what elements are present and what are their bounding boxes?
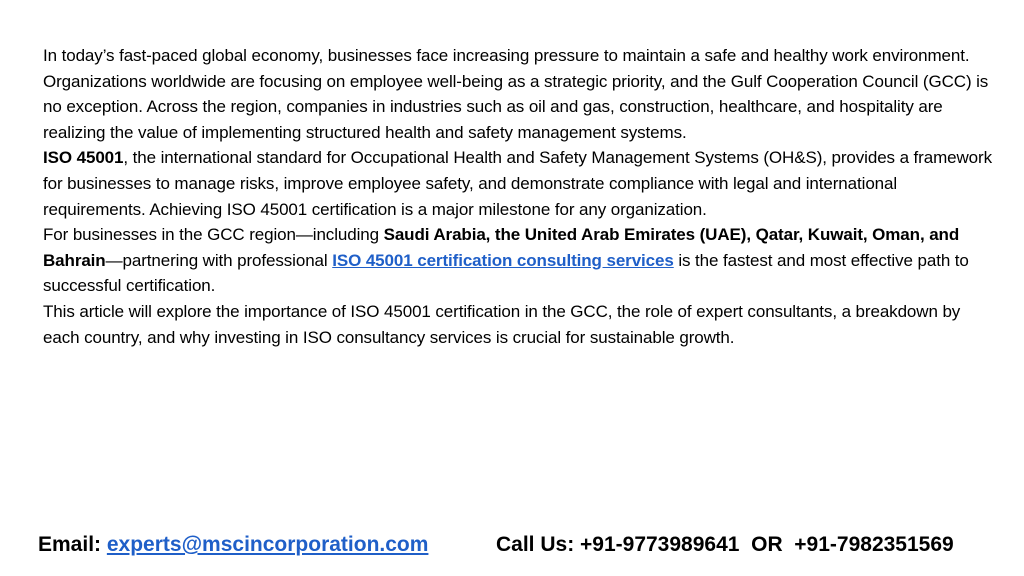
iso-45001-term: ISO 45001 — [43, 148, 124, 168]
phone-number-1: +91-9773989641 — [580, 533, 740, 556]
contact-footer — [38, 530, 998, 560]
phone-number-2: +91-7982351569 — [794, 533, 954, 556]
email-link[interactable]: experts@mscincorporation.com — [106, 533, 429, 556]
iso-consulting-link[interactable]: ISO 45001 certification consulting services — [332, 250, 674, 270]
gcc-countries: Saudi Arabia, the United Arab Emirates (UAE), Qatar, Kuwait, Oman, and Bahrain — [43, 225, 960, 270]
call-label: Call Us: — [496, 533, 581, 556]
gcc-middle-text: —partnering with professional — [105, 250, 333, 270]
intro-paragraph: In today’s fast-paced global economy, businesses face increasing pressure to maintain a safe and healthy work environment. Organizations worldwide are focusing on employee well-being as a strategic priority, and the Gulf Cooperation Council (GCC) is no exception. Across the region, companies in industries such as oil and gas, construction, healthcare, and hospitality are realizing the value of implementing structured health and safety management systems. — [43, 46, 989, 142]
gcc-intro-text: For businesses in the GCC region—including — [43, 225, 384, 245]
gcc-end-text: is the fastest and most effective path to successful certification. — [43, 250, 969, 296]
article-body — [43, 43, 993, 350]
iso-45001-paragraph — [43, 145, 993, 222]
gcc-paragraph — [43, 222, 993, 299]
iso-45001-description: , the international standard for Occupational Health and Safety Management Systems (OH&S), provides a framework for businesses to manage risks, improve employee safety, and demonstrate compliance with legal and international requirements. Achieving ISO 45001 certification is a major milestone for any organization. — [43, 148, 993, 219]
email-label: Email: — [38, 533, 107, 556]
email-contact — [38, 530, 428, 560]
or-separator: OR — [739, 533, 795, 556]
phone-contact — [496, 530, 954, 560]
article-overview-paragraph: This article will explore the importance of ISO 45001 certification in the GCC, the role of expert consultants, a breakdown by each country, and why investing in ISO consultancy services is crucial for sustainable growth. — [43, 301, 961, 347]
